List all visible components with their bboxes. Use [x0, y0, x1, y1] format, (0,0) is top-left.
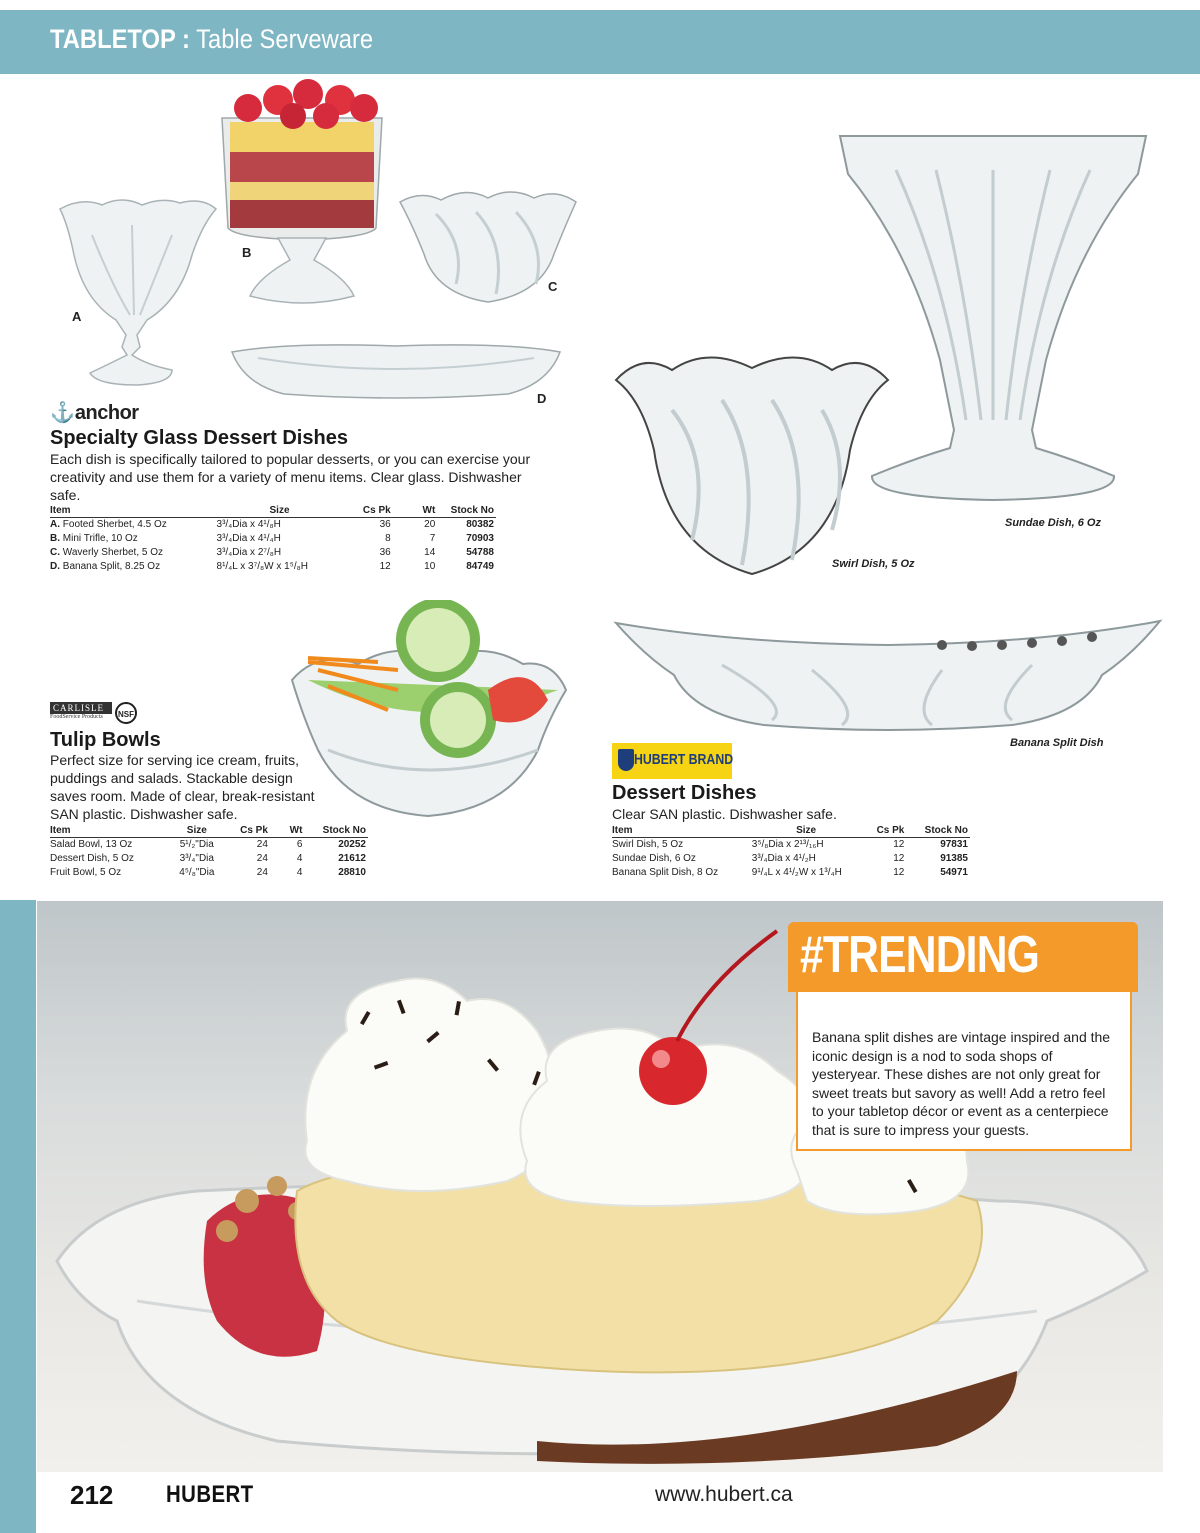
row-item: Waverly Sherbet, 5 Oz: [62, 547, 164, 558]
col-stock: Stock No: [437, 505, 496, 518]
col-wt: Wt: [270, 825, 305, 838]
row-item: Sundae Dish, 6 Oz: [612, 853, 696, 864]
row-stock: 21612: [338, 853, 366, 864]
carlisle-logo-sub: FoodService Products: [50, 714, 103, 720]
row-cspk: 8: [385, 533, 391, 544]
row-wt: 6: [296, 839, 303, 850]
photo-label-b: B: [242, 245, 252, 260]
carlisle-logo: [50, 702, 112, 724]
row-stock: 28810: [338, 867, 366, 878]
col-item: Item: [612, 825, 752, 838]
hubert-section-description: Clear SAN plastic. Dishwasher safe.: [612, 806, 837, 822]
col-cspk: Cs Pk: [226, 825, 270, 838]
row-size: 4⁵/₈"Dia: [179, 867, 215, 878]
row-item: Dessert Dish, 5 Oz: [50, 853, 134, 864]
row-stock: 54788: [466, 547, 494, 558]
table-row: [50, 838, 368, 853]
table-header-row: [50, 825, 368, 838]
row-size: 8¹/₄L x 3⁷/₈W x 1⁵/₈H: [216, 561, 308, 572]
footed-sherbet-photo: [52, 195, 222, 405]
tulip-spec-table: [50, 825, 368, 880]
row-cspk: 24: [256, 867, 268, 878]
row-stock: 91385: [940, 853, 968, 864]
row-stock: 70903: [466, 533, 494, 544]
col-size: Size: [170, 825, 227, 838]
row-wt: 14: [424, 547, 436, 558]
col-size: Size: [752, 825, 863, 838]
nsf-badge: NSF: [115, 702, 137, 724]
swirl-dish-photo: [612, 350, 892, 580]
swirl-dish-caption: Swirl Dish, 5 Oz: [832, 558, 915, 570]
hubert-section-title: Dessert Dishes: [612, 782, 757, 804]
photo-label-d: D: [537, 391, 547, 406]
table-row: [612, 838, 970, 853]
row-item: Swirl Dish, 5 Oz: [612, 839, 684, 850]
table-row: [50, 560, 496, 574]
hubert-brand-logo: [612, 743, 732, 779]
row-size: 3⁵/₈Dia x 2¹³/₁₆H: [751, 839, 824, 850]
left-accent-strip: [0, 900, 36, 1533]
row-cspk: 12: [379, 561, 391, 572]
row-stock: 84749: [466, 561, 494, 572]
anchor-icon: ⚓: [50, 402, 75, 424]
row-size: 3³/₄Dia x 4¹/₂H: [751, 853, 816, 864]
photo-label-c: C: [548, 279, 558, 294]
col-wt: Wt: [393, 505, 438, 518]
col-item: Item: [50, 825, 170, 838]
row-letter: C.: [50, 547, 60, 558]
trending-copy: Banana split dishes are vintage inspired and the iconic design is a nod to soda shops of yesteryear. These dishes are not only great for sweet treats but savory as well! Add a retro feel to your tabletop décor or event as a centerpiece that is sure to impress your guests.: [812, 1029, 1111, 1138]
sundae-dish-caption: Sundae Dish, 6 Oz: [1005, 517, 1101, 529]
table-row: [612, 852, 970, 866]
photo-label-a: A: [72, 309, 82, 324]
row-cspk: 12: [893, 867, 905, 878]
row-wt: 20: [424, 519, 436, 530]
row-cspk: 12: [893, 853, 905, 864]
row-stock: 54971: [940, 867, 968, 878]
hubert-spec-table: [612, 825, 970, 880]
table-header-row: [612, 825, 970, 838]
trending-heading: #TRENDING: [800, 926, 1040, 984]
row-cspk: 24: [256, 853, 268, 864]
row-stock: 20252: [338, 839, 366, 850]
row-item: Footed Sherbet, 4.5 Oz: [62, 519, 167, 530]
tulip-section-title: Tulip Bowls: [50, 729, 161, 751]
table-row: [612, 866, 970, 880]
anchor-section-title: Specialty Glass Dessert Dishes: [50, 427, 348, 449]
table-header-row: [50, 505, 496, 518]
table-row: [50, 546, 496, 560]
row-stock: 97831: [940, 839, 968, 850]
header-title-label: Table Serveware: [196, 24, 374, 54]
row-wt: 10: [424, 561, 436, 572]
row-item: Fruit Bowl, 5 Oz: [50, 867, 122, 878]
row-size: 5¹/₂"Dia: [179, 839, 214, 850]
anchor-spec-table: [50, 505, 496, 574]
col-size: Size: [217, 505, 345, 518]
header-section-label: TABLETOP :: [50, 24, 190, 54]
row-item: Banana Split Dish, 8 Oz: [612, 867, 719, 878]
table-row: [50, 518, 496, 533]
row-wt: 4: [296, 853, 303, 864]
row-letter: B.: [50, 533, 60, 544]
banana-split-dish-photo: [612, 615, 1164, 735]
row-cspk: 36: [379, 519, 391, 530]
row-letter: A.: [50, 519, 60, 530]
row-wt: 7: [429, 533, 436, 544]
footer-url-link[interactable]: www.hubert.ca: [655, 1483, 793, 1506]
row-stock: 80382: [466, 519, 494, 530]
tulip-bowl-photo: [288, 600, 570, 822]
row-wt: 4: [296, 867, 303, 878]
row-size: 3³/₄"Dia: [179, 853, 214, 864]
hubert-brand-name: HUBERT BRAND: [634, 751, 734, 768]
mini-trifle-photo: [218, 78, 386, 310]
row-item: Banana Split, 8.25 Oz: [62, 561, 161, 572]
table-row: [50, 866, 368, 880]
footer-brand: HUBERT: [166, 1481, 254, 1508]
carlisle-logo-name: CARLISLE: [50, 702, 112, 714]
row-cspk: 12: [893, 839, 905, 850]
table-row: [50, 852, 368, 866]
banana-split-glass-photo: [228, 340, 564, 402]
anchor-brand-logo: [50, 400, 139, 425]
row-size: 3³/₄Dia x 2⁷/₈H: [216, 547, 282, 558]
col-stock: Stock No: [304, 825, 368, 838]
row-size: 3³/₄Dia x 4¹/₄H: [216, 533, 281, 544]
anchor-section-description: Each dish is specifically tailored to popular desserts, or you can exercise your creativity and use them for a variety of menu items. Clear glass. Dishwasher safe.: [50, 451, 531, 503]
table-row: [50, 532, 496, 546]
row-cspk: 24: [256, 839, 268, 850]
row-size: 3³/₄Dia x 4¹/₈H: [216, 519, 281, 530]
anchor-brand-name: anchor: [74, 402, 139, 424]
page-number: 212: [70, 1480, 114, 1510]
row-item: Salad Bowl, 13 Oz: [50, 839, 133, 850]
col-stock: Stock No: [906, 825, 970, 838]
banana-split-dish-caption: Banana Split Dish: [1010, 737, 1104, 749]
col-cspk: Cs Pk: [862, 825, 906, 838]
row-letter: D.: [50, 561, 60, 572]
section-header-title: [50, 24, 373, 55]
row-size: 9¹/₄L x 4¹/₂W x 1³/₄H: [751, 867, 842, 878]
tulip-section-description: Perfect size for serving ice cream, fruits, puddings and salads. Stackable design saves room. Made of clear, break-resistant SAN plastic. Dishwasher safe.: [50, 752, 315, 822]
hubert-shield-icon: [618, 749, 634, 771]
col-cspk: Cs Pk: [345, 505, 393, 518]
row-item: Mini Trifle, 10 Oz: [62, 533, 138, 544]
row-cspk: 36: [379, 547, 391, 558]
col-item: Item: [50, 505, 217, 518]
